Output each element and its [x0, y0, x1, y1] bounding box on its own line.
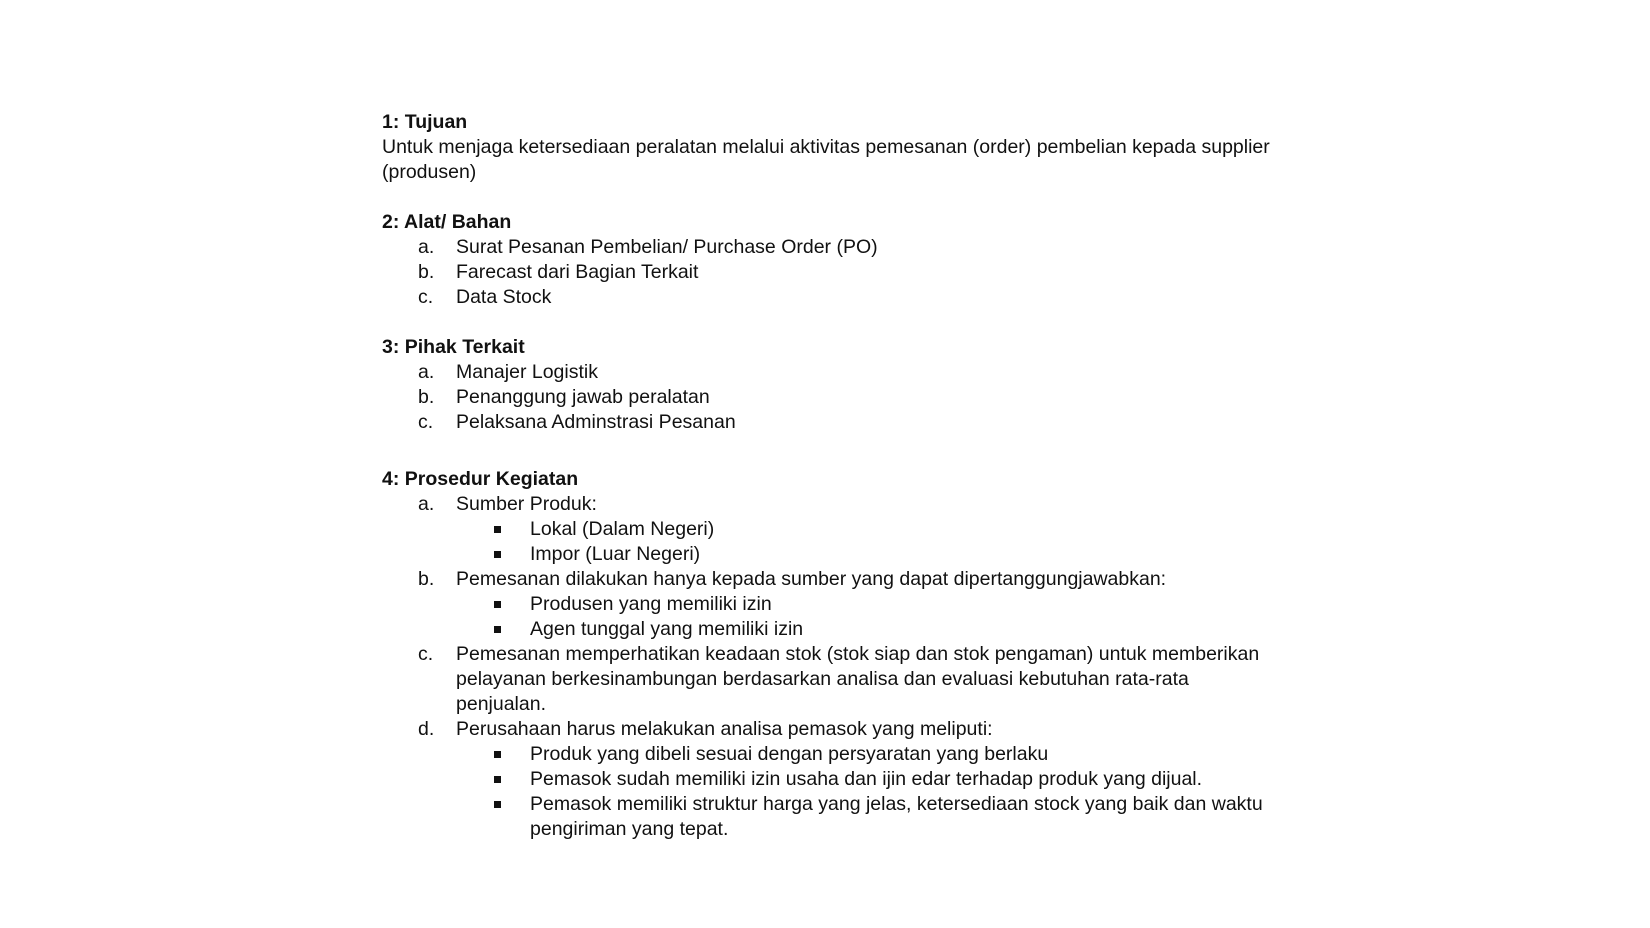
section-prosedur-kegiatan [382, 467, 1282, 842]
list-text: Pelaksana Adminstrasi Pesanan [456, 411, 736, 433]
sub-list-text: Produk yang dibeli sesuai dengan persyaratan yang berlaku [530, 743, 1049, 765]
sub-list-item [382, 592, 1282, 617]
list-label: b. [418, 568, 435, 590]
section-paragraph: Untuk menjaga ketersediaan peralatan melalui aktivitas pemesanan (order) pembelian kepada supplier (produsen) [382, 136, 1270, 183]
list-label: a. [418, 493, 435, 515]
list-text: Penanggung jawab peralatan [456, 386, 710, 408]
section-heading: 2: Alat/ Bahan [382, 211, 512, 233]
list-text: Sumber Produk: [456, 493, 597, 515]
list-text: Manajer Logistik [456, 361, 598, 383]
list-label: c. [418, 643, 434, 665]
list-text: Data Stock [456, 286, 552, 308]
list-label: b. [418, 386, 435, 408]
square-bullet-icon [494, 801, 501, 808]
list-label: a. [418, 236, 435, 258]
sub-list-item [382, 617, 1282, 642]
sub-list-text: Pemasok sudah memiliki izin usaha dan ijin edar terhadap produk yang dijual. [530, 768, 1203, 790]
square-bullet-icon [494, 551, 501, 558]
list-item [382, 492, 1282, 517]
section-tujuan [382, 110, 1282, 185]
sub-list-item [382, 517, 1282, 542]
sub-list-text: Agen tunggal yang memiliki izin [530, 618, 804, 640]
list-text: Pemesanan dilakukan hanya kepada sumber yang dapat dipertanggungjawabkan: [456, 568, 1167, 590]
section-heading: 4: Prosedur Kegiatan [382, 468, 579, 490]
list-item [382, 360, 1282, 385]
sub-list-text: Produsen yang memiliki izin [530, 593, 772, 615]
square-bullet-icon [494, 751, 501, 758]
list-item [382, 385, 1282, 410]
list-label: b. [418, 261, 435, 283]
sub-list-text: Pemasok memiliki struktur harga yang jelas, ketersediaan stock yang baik dan waktu pengiriman yang tepat. [530, 793, 1263, 840]
list-item [382, 235, 1282, 260]
list-item [382, 260, 1282, 285]
list-item [382, 717, 1282, 742]
list-item [382, 410, 1282, 435]
sub-list-item [382, 792, 1282, 842]
square-bullet-icon [494, 626, 501, 633]
square-bullet-icon [494, 601, 501, 608]
sub-list-text: Impor (Luar Negeri) [530, 543, 701, 565]
list-item [382, 567, 1282, 592]
section-heading: 3: Pihak Terkait [382, 336, 525, 358]
list-text: Farecast dari Bagian Terkait [456, 261, 699, 283]
document-page [382, 110, 1282, 867]
sub-list-item [382, 542, 1282, 567]
sub-list-text: Lokal (Dalam Negeri) [530, 518, 715, 540]
section-pihak-terkait [382, 335, 1282, 435]
list-item [382, 642, 1282, 717]
section-alat-bahan [382, 210, 1282, 310]
square-bullet-icon [494, 526, 501, 533]
list-label: c. [418, 411, 434, 433]
list-label: d. [418, 718, 435, 740]
sub-list-item [382, 742, 1282, 767]
section-heading: 1: Tujuan [382, 111, 468, 133]
square-bullet-icon [494, 776, 501, 783]
list-text: Surat Pesanan Pembelian/ Purchase Order (PO) [456, 236, 878, 258]
list-label: c. [418, 286, 434, 308]
list-text: Pemesanan memperhatikan keadaan stok (stok siap dan stok pengaman) untuk memberikan pelayanan berkesinambungan berdasarkan analisa dan evaluasi kebutuhan rata-rata penjualan. [456, 643, 1260, 715]
list-item [382, 285, 1282, 310]
sub-list-item [382, 767, 1282, 792]
list-text: Perusahaan harus melakukan analisa pemasok yang meliputi: [456, 718, 993, 740]
list-label: a. [418, 361, 435, 383]
